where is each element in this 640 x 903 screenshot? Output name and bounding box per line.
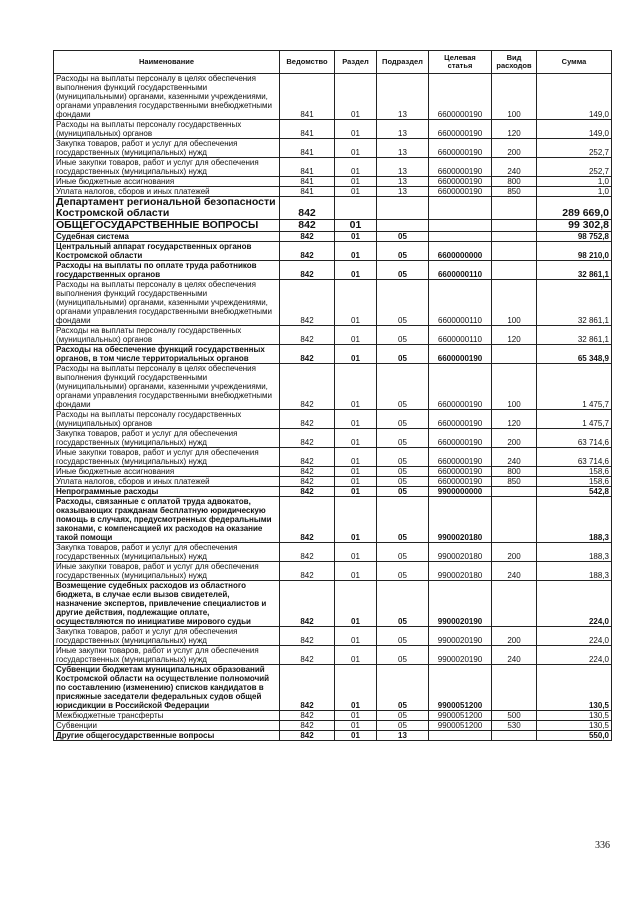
cell-dept: 842 [280,326,335,345]
cell-name: ОБЩЕГОСУДАРСТВЕННЫЕ ВОПРОСЫ [54,220,280,232]
cell-name: Расходы на обеспечение функций государственных органов, в том числе территориальных органов [54,345,280,364]
table-row [54,326,612,345]
cell-sum: 289 669,0 [537,197,612,220]
cell-sum: 158,6 [537,477,612,487]
cell-sum: 98 210,0 [537,242,612,261]
cell-subsection: 05 [377,429,429,448]
table-row [54,410,612,429]
cell-target: 6600000190 [429,187,492,197]
cell-dept: 842 [280,345,335,364]
cell-subsection: 05 [377,543,429,562]
cell-target: 6600000190 [429,120,492,139]
table-row [54,232,612,242]
table-row [54,74,612,120]
cell-target: 9900020190 [429,627,492,646]
header-kind: Вид расходов [492,51,537,74]
cell-name: Непрограммные расходы [54,487,280,497]
cell-kind [492,220,537,232]
header-dept: Ведомство [280,51,335,74]
cell-name: Иные бюджетные ассигнования [54,467,280,477]
cell-target: 6600000190 [429,477,492,487]
cell-kind: 800 [492,467,537,477]
cell-target: 6600000110 [429,261,492,280]
cell-subsection: 05 [377,562,429,581]
table-row [54,429,612,448]
cell-subsection: 13 [377,187,429,197]
cell-dept: 842 [280,665,335,711]
table-row [54,158,612,177]
table-row [54,581,612,627]
cell-target: 6600000190 [429,364,492,410]
cell-subsection: 05 [377,646,429,665]
cell-kind: 200 [492,139,537,158]
cell-target: 6600000190 [429,74,492,120]
table-row [54,242,612,261]
table-row [54,345,612,364]
cell-section: 01 [335,497,377,543]
cell-kind [492,261,537,280]
cell-subsection: 05 [377,326,429,345]
cell-sum: 1,0 [537,177,612,187]
cell-sum: 99 302,8 [537,220,612,232]
cell-dept: 842 [280,646,335,665]
cell-subsection: 13 [377,158,429,177]
cell-section: 01 [335,731,377,741]
cell-dept: 842 [280,232,335,242]
cell-subsection: 05 [377,448,429,467]
cell-sum: 188,3 [537,543,612,562]
cell-dept: 842 [280,721,335,731]
header-target: Целевая статья [429,51,492,74]
cell-target: 6600000110 [429,326,492,345]
cell-sum: 149,0 [537,120,612,139]
cell-subsection: 05 [377,280,429,326]
cell-sum: 130,5 [537,711,612,721]
cell-kind [492,581,537,627]
cell-target: 6600000190 [429,467,492,477]
cell-target [429,731,492,741]
cell-subsection: 05 [377,665,429,711]
cell-section: 01 [335,74,377,120]
cell-section: 01 [335,232,377,242]
cell-dept: 842 [280,497,335,543]
cell-section: 01 [335,139,377,158]
cell-dept: 842 [280,731,335,741]
header-sum: Сумма [537,51,612,74]
cell-name: Закупка товаров, работ и услуг для обеспечения государственных (муниципальных) нужд [54,543,280,562]
cell-kind [492,232,537,242]
table-row [54,261,612,280]
cell-sum: 188,3 [537,497,612,543]
cell-kind: 100 [492,280,537,326]
cell-subsection [377,197,429,220]
cell-section: 01 [335,177,377,187]
cell-subsection: 13 [377,177,429,187]
cell-sum: 149,0 [537,74,612,120]
cell-target: 9900020180 [429,543,492,562]
cell-subsection: 13 [377,74,429,120]
cell-dept: 842 [280,487,335,497]
cell-section: 01 [335,326,377,345]
cell-subsection: 05 [377,627,429,646]
cell-sum: 158,6 [537,467,612,477]
table-row [54,497,612,543]
cell-name: Иные закупки товаров, работ и услуг для обеспечения государственных (муниципальных) нужд [54,158,280,177]
cell-name: Центральный аппарат государственных органов Костромской области [54,242,280,261]
cell-dept: 842 [280,261,335,280]
cell-section: 01 [335,242,377,261]
cell-name: Иные закупки товаров, работ и услуг для обеспечения государственных (муниципальных) нужд [54,562,280,581]
cell-target: 9900000000 [429,487,492,497]
cell-kind: 200 [492,429,537,448]
cell-dept: 842 [280,477,335,487]
cell-kind: 120 [492,326,537,345]
cell-dept: 842 [280,562,335,581]
cell-dept: 842 [280,711,335,721]
table-row [54,220,612,232]
cell-kind [492,487,537,497]
cell-subsection: 05 [377,497,429,543]
cell-subsection [377,220,429,232]
cell-sum: 32 861,1 [537,326,612,345]
cell-name: Иные закупки товаров, работ и услуг для обеспечения государственных (муниципальных) нужд [54,448,280,467]
cell-section: 01 [335,410,377,429]
cell-name: Уплата налогов, сборов и иных платежей [54,187,280,197]
cell-subsection: 05 [377,242,429,261]
cell-section: 01 [335,721,377,731]
table-row [54,177,612,187]
cell-section: 01 [335,448,377,467]
cell-name: Другие общегосударственные вопросы [54,731,280,741]
cell-sum: 224,0 [537,627,612,646]
cell-kind: 850 [492,187,537,197]
cell-target: 9900051200 [429,721,492,731]
cell-kind: 800 [492,177,537,187]
cell-kind: 120 [492,120,537,139]
cell-dept: 841 [280,139,335,158]
cell-sum: 32 861,1 [537,280,612,326]
cell-name: Возмещение судебных расходов из областного бюджета, в случае если вызов свидетелей, назначение экспертов, привлечение специалистов и другие действия, подлежащие оплате, осуществляются по инициативе мирового судьи [54,581,280,627]
cell-name: Расходы на выплаты по оплате труда работников государственных органов [54,261,280,280]
cell-name: Иные закупки товаров, работ и услуг для обеспечения государственных (муниципальных) нужд [54,646,280,665]
cell-sum: 252,7 [537,139,612,158]
cell-dept: 841 [280,120,335,139]
cell-sum: 63 714,6 [537,448,612,467]
cell-section: 01 [335,261,377,280]
table-row [54,467,612,477]
cell-section: 01 [335,646,377,665]
table-row [54,562,612,581]
cell-subsection: 05 [377,364,429,410]
table-row [54,543,612,562]
cell-sum: 98 752,8 [537,232,612,242]
cell-section: 01 [335,467,377,477]
cell-subsection: 13 [377,139,429,158]
cell-subsection: 05 [377,232,429,242]
cell-section: 01 [335,345,377,364]
cell-target: 9900051200 [429,711,492,721]
cell-sum: 542,8 [537,487,612,497]
cell-sum: 224,0 [537,581,612,627]
cell-kind [492,497,537,543]
cell-section: 01 [335,711,377,721]
cell-dept: 842 [280,410,335,429]
cell-kind: 200 [492,543,537,562]
cell-kind: 120 [492,410,537,429]
cell-sum: 252,7 [537,158,612,177]
cell-kind: 240 [492,158,537,177]
cell-target: 9900020180 [429,497,492,543]
cell-subsection: 13 [377,120,429,139]
cell-name: Иные бюджетные ассигнования [54,177,280,187]
table-row [54,646,612,665]
cell-name: Закупка товаров, работ и услуг для обеспечения государственных (муниципальных) нужд [54,429,280,448]
cell-subsection: 05 [377,467,429,477]
cell-dept: 842 [280,627,335,646]
cell-subsection: 05 [377,477,429,487]
cell-section [335,197,377,220]
cell-target [429,197,492,220]
cell-section: 01 [335,429,377,448]
cell-sum: 63 714,6 [537,429,612,448]
cell-target: 9900020190 [429,581,492,627]
table-row [54,280,612,326]
cell-target [429,232,492,242]
cell-name: Расходы, связанные с оплатой труда адвокатов, оказывающих гражданам бесплатную юридическую помощь в случаях, предусмотренных федеральными законами, с компенсацией их расходов на оказание такой помощи [54,497,280,543]
cell-kind: 100 [492,364,537,410]
header-name: Наименование [54,51,280,74]
cell-section: 01 [335,627,377,646]
cell-sum: 550,0 [537,731,612,741]
header-section: Раздел [335,51,377,74]
table-row [54,187,612,197]
table-row [54,364,612,410]
cell-dept: 841 [280,187,335,197]
table-row [54,197,612,220]
cell-sum: 130,5 [537,721,612,731]
cell-section: 01 [335,477,377,487]
cell-target: 6600000190 [429,429,492,448]
cell-sum: 1 475,7 [537,364,612,410]
cell-kind [492,731,537,741]
cell-kind: 200 [492,627,537,646]
cell-kind: 530 [492,721,537,731]
cell-target: 9900020190 [429,646,492,665]
cell-kind: 240 [492,448,537,467]
table-row [54,711,612,721]
cell-subsection: 05 [377,721,429,731]
cell-sum: 188,3 [537,562,612,581]
cell-target: 9900051200 [429,665,492,711]
budget-table [53,50,612,741]
cell-sum: 32 861,1 [537,261,612,280]
cell-subsection: 05 [377,410,429,429]
cell-kind [492,197,537,220]
cell-target: 6600000110 [429,280,492,326]
cell-kind: 500 [492,711,537,721]
cell-dept: 842 [280,364,335,410]
cell-dept: 842 [280,197,335,220]
cell-target: 6600000190 [429,158,492,177]
cell-name: Уплата налогов, сборов и иных платежей [54,477,280,487]
cell-target: 9900020180 [429,562,492,581]
cell-section: 01 [335,158,377,177]
cell-name: Расходы на выплаты персоналу государственных (муниципальных) органов [54,410,280,429]
cell-target: 6600000190 [429,410,492,429]
cell-section: 01 [335,280,377,326]
cell-kind [492,665,537,711]
cell-name: Субвенции бюджетам муниципальных образований Костромской области на осуществление полномочий по составлению (изменению) списков кандидатов в присяжные заседатели федеральных судов общей юрисдикции в Российской Федерации [54,665,280,711]
table-row [54,139,612,158]
cell-subsection: 05 [377,345,429,364]
cell-name: Расходы на выплаты персоналу в целях обеспечения выполнения функций государственными (муниципальными) органами, казенными учреждениями, органами управления государственными внебюджетными фондами [54,74,280,120]
cell-section: 01 [335,364,377,410]
page-number: 336 [595,840,610,851]
cell-dept: 841 [280,177,335,187]
cell-section: 01 [335,665,377,711]
cell-sum: 65 348,9 [537,345,612,364]
cell-kind: 850 [492,477,537,487]
cell-name: Закупка товаров, работ и услуг для обеспечения государственных (муниципальных) нужд [54,627,280,646]
table-row [54,665,612,711]
cell-kind: 100 [492,74,537,120]
cell-section: 01 [335,581,377,627]
cell-name: Расходы на выплаты персоналу в целях обеспечения выполнения функций государственными (муниципальными) органами, казенными учреждениями, органами управления государственными внебюджетными фондами [54,364,280,410]
cell-dept: 842 [280,581,335,627]
cell-section: 01 [335,562,377,581]
cell-section: 01 [335,543,377,562]
cell-subsection: 05 [377,261,429,280]
cell-kind [492,345,537,364]
cell-dept: 842 [280,543,335,562]
cell-dept: 842 [280,220,335,232]
table-row [54,487,612,497]
cell-dept: 842 [280,467,335,477]
cell-dept: 842 [280,242,335,261]
table-row [54,120,612,139]
cell-section: 01 [335,187,377,197]
cell-kind [492,242,537,261]
table-header-row [54,51,612,74]
cell-subsection: 05 [377,711,429,721]
cell-target: 6600000190 [429,345,492,364]
cell-dept: 842 [280,448,335,467]
cell-sum: 1 475,7 [537,410,612,429]
cell-subsection: 05 [377,581,429,627]
cell-section: 01 [335,487,377,497]
cell-kind: 240 [492,646,537,665]
cell-sum: 1,0 [537,187,612,197]
cell-name: Субвенции [54,721,280,731]
cell-name: Департамент региональной безопасности Костромской области [54,197,280,220]
cell-dept: 841 [280,74,335,120]
cell-name: Межбюджетные трансферты [54,711,280,721]
cell-target: 6600000190 [429,177,492,187]
cell-target: 6600000000 [429,242,492,261]
cell-name: Расходы на выплаты персоналу в целях обеспечения выполнения функций государственными (муниципальными) органами, казенными учреждениями, органами управления государственными внебюджетными фондами [54,280,280,326]
cell-sum: 130,5 [537,665,612,711]
cell-sum: 224,0 [537,646,612,665]
cell-name: Расходы на выплаты персоналу государственных (муниципальных) органов [54,120,280,139]
cell-name: Судебная система [54,232,280,242]
cell-dept: 842 [280,280,335,326]
cell-subsection: 05 [377,487,429,497]
table-row [54,477,612,487]
header-subsection: Подраздел [377,51,429,74]
cell-target: 6600000190 [429,448,492,467]
table-row [54,731,612,741]
table-row [54,721,612,731]
cell-name: Расходы на выплаты персоналу государственных (муниципальных) органов [54,326,280,345]
cell-name: Закупка товаров, работ и услуг для обеспечения государственных (муниципальных) нужд [54,139,280,158]
cell-section: 01 [335,120,377,139]
cell-dept: 842 [280,429,335,448]
table-row [54,627,612,646]
cell-target [429,220,492,232]
cell-section: 01 [335,220,377,232]
cell-subsection: 13 [377,731,429,741]
cell-kind: 240 [492,562,537,581]
table-row [54,448,612,467]
cell-dept: 841 [280,158,335,177]
cell-target: 6600000190 [429,139,492,158]
